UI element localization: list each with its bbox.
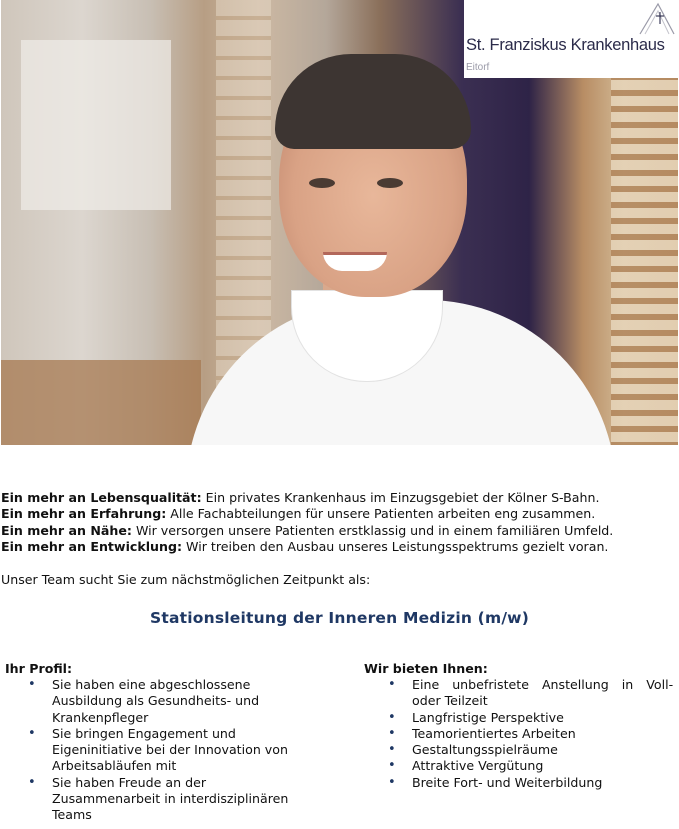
- person-eye-right: [377, 178, 403, 188]
- logo-location: Eitorf: [466, 62, 490, 73]
- logo-name: St. Franziskus Krankenhaus: [466, 36, 665, 54]
- list-item: [364, 710, 676, 726]
- list-item-line: Arbeitsabläufen mit: [52, 758, 177, 774]
- list-item-line: • Sie bringen Engagement und: [52, 725, 236, 741]
- list-item-line: • Sie haben Freude an der: [52, 774, 206, 790]
- cross-in-triangle-icon: [636, 2, 676, 36]
- list-item: [364, 775, 676, 791]
- offer-heading: Wir bieten Ihnen:: [364, 661, 488, 676]
- list-item-line: Krankenpfleger: [52, 709, 149, 725]
- list-item: [5, 726, 325, 775]
- intro-line: [1, 490, 613, 506]
- person-hair: [275, 54, 471, 149]
- intro-text: Alle Fachabteilungen für unsere Patienten arbeiten eng zusammen.: [166, 506, 596, 522]
- list-item: [364, 758, 676, 774]
- intro-text: Wir treiben den Ausbau unseres Leistungsspektrums gezielt voran.: [182, 538, 609, 554]
- list-item-line: • Langfristige Perspektive: [412, 709, 564, 725]
- list-item-line: • Eine unbefristete Anstellung in Voll-: [412, 677, 674, 692]
- list-item: [5, 775, 325, 824]
- list-item-line: Teams: [52, 807, 92, 823]
- job-title: Stationsleitung der Inneren Medizin (m/w): [150, 609, 529, 627]
- intro-line: [1, 523, 613, 539]
- intro-lead: Ein mehr an Entwicklung:: [1, 538, 183, 554]
- intro-line: [1, 539, 613, 555]
- intro-text: Wir versorgen unsere Patienten erstklassig und in einem familiären Umfeld.: [131, 522, 614, 538]
- offer-list: [364, 677, 676, 791]
- list-item-line: oder Teilzeit: [412, 693, 488, 709]
- intro-text: Ein privates Krankenhaus im Einzugsgebiet der Kölner S-Bahn.: [201, 490, 600, 505]
- list-item: [364, 742, 676, 758]
- intro-line: [1, 506, 613, 522]
- profile-heading: Ihr Profil:: [5, 661, 73, 676]
- shelf: [1, 360, 201, 445]
- list-item: [364, 726, 676, 742]
- list-item-line: • Sie haben eine abgeschlossene: [52, 677, 251, 692]
- profile-list: [5, 677, 325, 824]
- offer-section: [364, 661, 676, 791]
- intro-lead: Ein mehr an Erfahrung:: [1, 506, 167, 522]
- list-item-line: Zusammenarbeit in interdisziplinären: [52, 791, 289, 807]
- person-smile: [323, 252, 387, 271]
- list-item-line: • Gestaltungsspielräume: [412, 742, 558, 758]
- list-item-line: Ausbildung als Gesundheits- und: [52, 693, 260, 709]
- profile-section: [5, 661, 325, 824]
- list-item-line: • Breite Fort- und Weiterbildung: [412, 774, 603, 790]
- list-item: [364, 677, 676, 710]
- wall-chart: [21, 40, 171, 210]
- hospital-logo: [464, 0, 678, 78]
- list-item-line: Eigeninitiative bei der Innovation von: [52, 742, 288, 758]
- list-item: [5, 677, 325, 726]
- intro-block: [1, 490, 613, 555]
- list-item-line: • Attraktive Vergütung: [412, 758, 544, 774]
- list-item-line: • Teamorientiertes Arbeiten: [412, 725, 576, 741]
- intro-lead: Ein mehr an Lebensqualität:: [1, 490, 202, 505]
- team-line: Unser Team sucht Sie zum nächstmöglichen Zeitpunkt als:: [1, 572, 371, 587]
- person-eye-left: [309, 178, 335, 188]
- intro-lead: Ein mehr an Nähe:: [1, 522, 132, 538]
